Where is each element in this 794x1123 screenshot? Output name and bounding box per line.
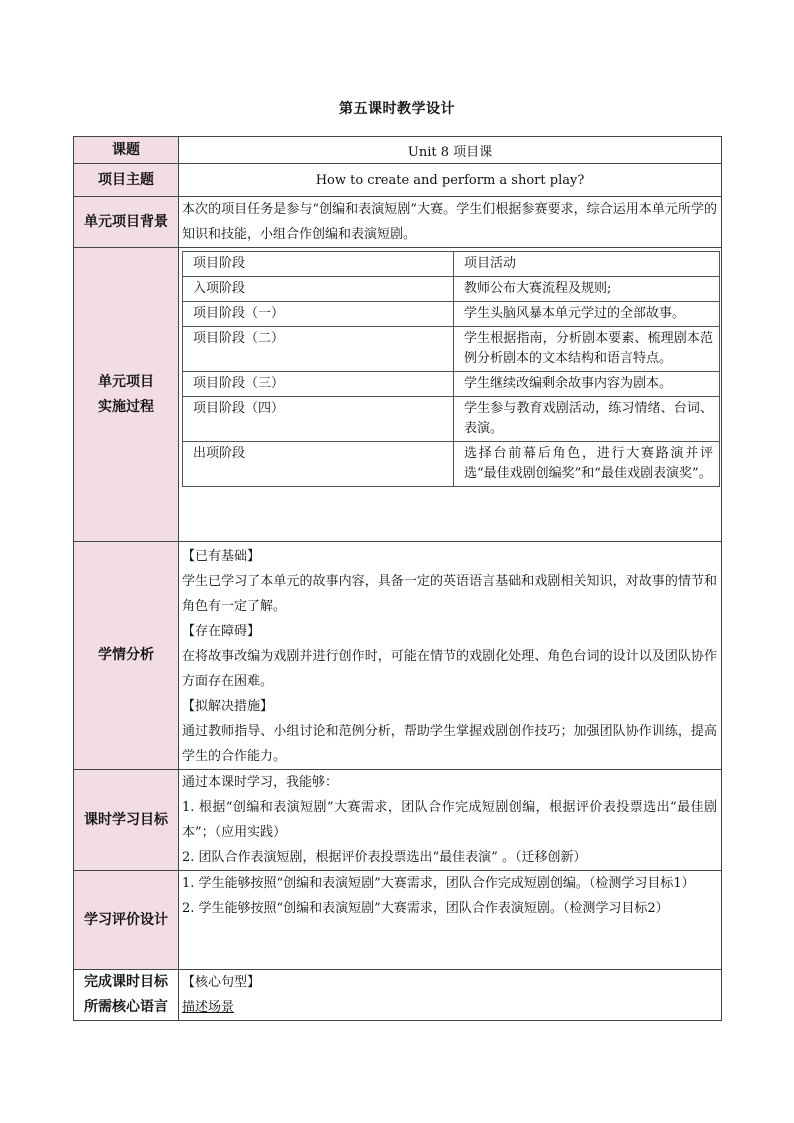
objective-item: 1. 根据“创编和表演短剧”大赛需求，团队合作完成短剧创编，根据评价表投票选出“最佳剧本”；（应用实践） <box>182 800 717 840</box>
process-stage: 项目阶段（二） <box>183 327 454 372</box>
core-language-label-line1: 完成课时目标 <box>84 974 168 990</box>
process-table <box>182 251 720 487</box>
process-stage: 项目阶段（三） <box>183 372 454 397</box>
objectives-label: 课时学习目标 <box>74 770 179 871</box>
evaluation-item: 1. 学生能够按照“创编和表演短剧”大赛需求，团队合作完成短剧创编。（检测学习目标1） <box>182 876 695 891</box>
analysis-paragraph: 通过教师指导、小组讨论和范例分析，帮助学生掌握戏剧创作技巧；加强团队协作训练，提高学生的合作能力。 <box>182 724 717 764</box>
core-language-item: 描述场景 <box>182 1000 235 1015</box>
process-label-line2: 实施过程 <box>98 398 154 415</box>
background-value: 本次的项目任务是参与“创编和表演短剧”大赛。学生们根据参赛要求，综合运用本单元所学的知识和技能，小组合作创编和表演短剧。 <box>179 197 722 248</box>
objectives-content <box>179 770 722 871</box>
process-activity: 学生头脑风暴本单元学过的全部故事。 <box>454 302 720 327</box>
lesson-plan-table <box>73 136 722 1021</box>
process-header-activity: 项目活动 <box>454 252 720 277</box>
process-row <box>183 397 720 442</box>
process-row <box>183 327 720 372</box>
analysis-paragraph: 在将故事改编为戏剧并进行创作时，可能在情节的戏剧化处理、角色台词的设计以及团队协作方面存在困难。 <box>182 649 717 689</box>
process-stage: 出项阶段 <box>183 442 454 487</box>
process-activity: 选择台前幕后角色，进行大赛路演并评选“最佳戏剧创编奖”和“最佳戏剧表演奖”。 <box>454 442 720 487</box>
process-activity: 学生继续改编剩余故事内容为剧本。 <box>454 372 720 397</box>
core-language-label <box>74 970 179 1021</box>
objectives-intro: 通过本课时学习，我能够： <box>182 775 339 790</box>
evaluation-content <box>179 871 722 970</box>
evaluation-label: 学习评价设计 <box>74 871 179 970</box>
process-header-stage: 项目阶段 <box>183 252 454 277</box>
process-activity: 学生参与教育戏剧活动，练习情绪、台词、表演。 <box>454 397 720 442</box>
process-stage: 入项阶段 <box>183 277 454 302</box>
process-label-line1: 单元项目 <box>98 373 154 390</box>
topic-value: Unit 8 项目课 <box>179 137 722 164</box>
row-process <box>74 248 722 542</box>
objective-item: 2. 团队合作表演短剧，根据评价表投票选出“最佳表演” 。（迁移创新） <box>182 850 587 865</box>
analysis-heading: 【已有基础】 <box>182 549 261 564</box>
process-row <box>183 372 720 397</box>
process-label <box>74 248 179 542</box>
theme-label: 项目主题 <box>74 164 179 197</box>
process-row <box>183 277 720 302</box>
row-topic <box>74 137 722 164</box>
process-activity: 教师公布大赛流程及规则; <box>454 277 720 302</box>
core-language-label-line2: 所需核心语言 <box>84 999 168 1015</box>
row-evaluation <box>74 871 722 970</box>
row-theme <box>74 164 722 197</box>
theme-value: How to create and perform a short play? <box>179 164 722 197</box>
evaluation-item: 2. 学生能够按照“创编和表演短剧”大赛需求，团队合作表演短剧。（检测学习目标2） <box>182 901 669 916</box>
analysis-heading: 【拟解决措施】 <box>182 699 274 714</box>
background-label: 单元项目背景 <box>74 197 179 248</box>
row-analysis <box>74 542 722 770</box>
analysis-heading: 【存在障碍】 <box>182 624 261 639</box>
process-stage: 项目阶段（四） <box>183 397 454 442</box>
topic-label: 课题 <box>74 137 179 164</box>
analysis-content <box>179 542 722 770</box>
analysis-label: 学情分析 <box>74 542 179 770</box>
process-header-row <box>183 252 720 277</box>
row-core-language <box>74 970 722 1021</box>
row-objectives <box>74 770 722 871</box>
process-cell <box>179 248 722 542</box>
analysis-paragraph: 学生已学习了本单元的故事内容，具备一定的英语语言基础和戏剧相关知识，对故事的情节和角色有一定了解。 <box>182 574 717 614</box>
process-activity: 学生根据指南，分析剧本要素、梳理剧本范例分析剧本的文本结构和语言特点。 <box>454 327 720 372</box>
core-language-heading: 【核心句型】 <box>182 975 261 990</box>
process-row <box>183 302 720 327</box>
row-background <box>74 197 722 248</box>
core-language-content <box>179 970 722 1021</box>
process-row <box>183 442 720 487</box>
page-title: 第五课时教学设计 <box>339 101 455 117</box>
process-stage: 项目阶段（一） <box>183 302 454 327</box>
